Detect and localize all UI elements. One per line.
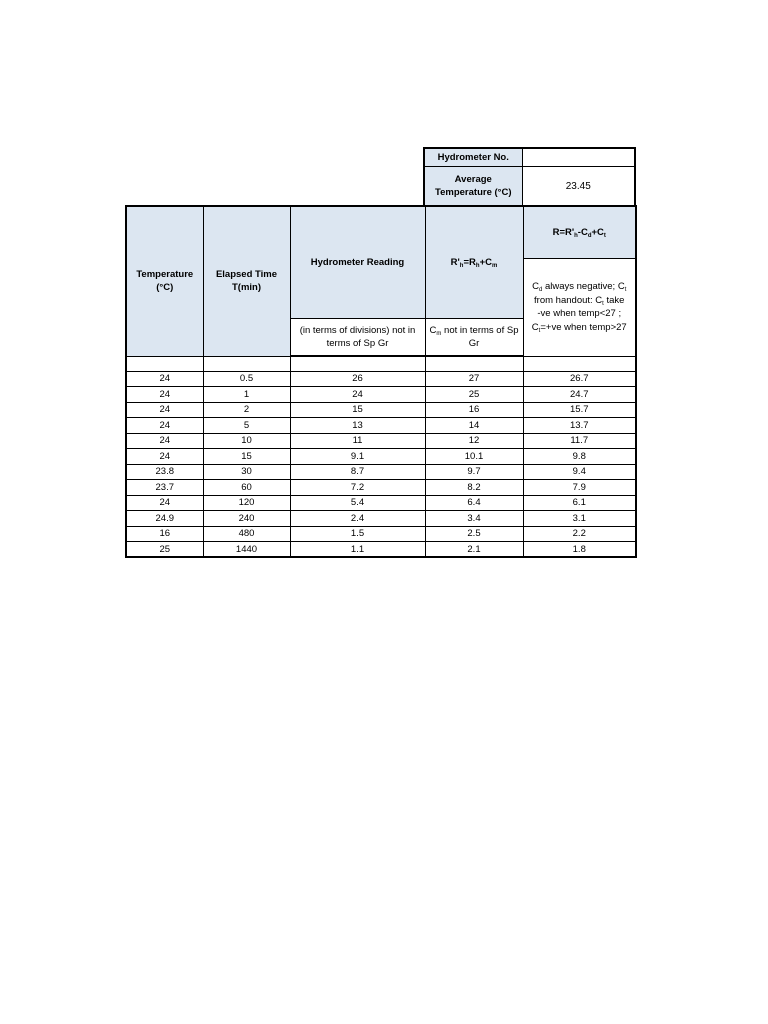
hydrometer-no-value[interactable] <box>522 148 635 166</box>
cell-r-value[interactable]: 3.1 <box>523 511 636 527</box>
rh-formula-part: +C <box>479 256 492 268</box>
cell-hydrometer-reading[interactable]: 1.1 <box>290 542 425 558</box>
cell-temperature[interactable]: 23.8 <box>126 464 203 480</box>
cell-temperature[interactable]: 24 <box>126 495 203 511</box>
header-temperature-line1: Temperature <box>136 269 194 281</box>
cell-elapsed-time[interactable]: 60 <box>203 480 290 496</box>
note-part: -ve when temp<27 ; <box>537 308 622 319</box>
cell-r-value[interactable]: 7.9 <box>523 480 636 496</box>
avg-temp-label <box>424 166 522 206</box>
cell-hydrometer-reading[interactable]: 15 <box>290 402 425 418</box>
header-r-formula <box>523 206 636 258</box>
header-hydrometer-reading-note: (in terms of divisions) not in terms of Sp Gr <box>290 318 425 356</box>
note-sub: d <box>538 287 543 293</box>
cell-corrected-reading[interactable]: 3.4 <box>425 511 523 527</box>
cell-temperature[interactable]: 16 <box>126 526 203 542</box>
header-hydrometer-reading: Hydrometer Reading <box>290 206 425 318</box>
cell-corrected-reading[interactable]: 9.7 <box>425 464 523 480</box>
avg-temp-value[interactable]: 23.45 <box>522 166 635 206</box>
cell-temperature[interactable]: 25 <box>126 542 203 558</box>
cm-note-part: not in terms of Sp Gr <box>441 324 519 349</box>
r-formula-part: +C <box>591 226 604 238</box>
cell-hydrometer-reading[interactable]: 11 <box>290 433 425 449</box>
cell-hydrometer-reading[interactable]: 26 <box>290 371 425 387</box>
rh-formula-part: R' <box>450 256 460 268</box>
header-elapsed-line2: T(min) <box>231 282 262 294</box>
empty-cell[interactable] <box>523 356 636 371</box>
note-sub: t <box>538 327 541 334</box>
cell-corrected-reading[interactable]: 27 <box>425 371 523 387</box>
rh-formula-part: =R <box>463 256 476 268</box>
r-formula-sub: h <box>574 232 578 239</box>
cell-r-value[interactable]: 13.7 <box>523 418 636 434</box>
rh-formula-sub: h <box>475 262 480 269</box>
cell-r-value[interactable]: 1.8 <box>523 542 636 558</box>
cell-temperature[interactable]: 24 <box>126 402 203 418</box>
cell-corrected-reading[interactable]: 10.1 <box>425 449 523 465</box>
hydrometer-no-label: Hydrometer No. <box>424 148 522 166</box>
cell-elapsed-time[interactable]: 15 <box>203 449 290 465</box>
note-part: C <box>531 321 539 333</box>
table-row <box>126 449 636 465</box>
header-cm-note <box>425 318 523 356</box>
cell-temperature[interactable]: 24 <box>126 449 203 465</box>
empty-cell[interactable] <box>290 356 425 371</box>
cell-temperature[interactable]: 23.7 <box>126 480 203 496</box>
r-formula-sub: t <box>603 232 606 239</box>
empty-cell[interactable] <box>126 356 203 371</box>
table-row <box>126 418 636 434</box>
cm-note-part: C <box>429 324 437 336</box>
r-formula-part: R=R' <box>552 226 575 238</box>
cell-r-value[interactable]: 9.4 <box>523 464 636 480</box>
hydrometer-meta-table <box>423 147 636 207</box>
table-row <box>126 402 636 418</box>
cell-elapsed-time[interactable]: 5 <box>203 418 290 434</box>
hydrometer-data-table <box>125 205 637 558</box>
cell-elapsed-time[interactable]: 240 <box>203 511 290 527</box>
cell-elapsed-time[interactable]: 480 <box>203 526 290 542</box>
cell-elapsed-time[interactable]: 1 <box>203 387 290 403</box>
r-formula-part: -C <box>577 226 588 238</box>
cell-r-value[interactable]: 15.7 <box>523 402 636 418</box>
table-row <box>126 433 636 449</box>
cm-note-sub: m <box>436 330 442 337</box>
cell-r-value[interactable]: 9.8 <box>523 449 636 465</box>
empty-cell[interactable] <box>425 356 523 371</box>
header-temperature-line2: (°C) <box>156 282 174 294</box>
cell-temperature[interactable]: 24 <box>126 418 203 434</box>
table-row <box>126 495 636 511</box>
cell-elapsed-time[interactable]: 2 <box>203 402 290 418</box>
correction-note <box>523 258 636 356</box>
cell-elapsed-time[interactable]: 1440 <box>203 542 290 558</box>
header-temperature <box>126 206 203 356</box>
cell-hydrometer-reading[interactable]: 13 <box>290 418 425 434</box>
table-row <box>126 387 636 403</box>
r-formula-sub: d <box>587 232 592 239</box>
cell-hydrometer-reading[interactable]: 5.4 <box>290 495 425 511</box>
cell-corrected-reading[interactable]: 12 <box>425 433 523 449</box>
cell-elapsed-time[interactable]: 30 <box>203 464 290 480</box>
empty-cell[interactable] <box>203 356 290 371</box>
table-row <box>126 526 636 542</box>
cell-elapsed-time[interactable]: 120 <box>203 495 290 511</box>
cell-hydrometer-reading[interactable]: 9.1 <box>290 449 425 465</box>
cell-r-value[interactable]: 26.7 <box>523 371 636 387</box>
cell-corrected-reading[interactable]: 2.1 <box>425 542 523 558</box>
header-elapsed-line1: Elapsed Time <box>215 269 278 281</box>
avg-temp-label-line1: Average <box>454 174 492 185</box>
cell-r-value[interactable]: 11.7 <box>523 433 636 449</box>
cell-corrected-reading[interactable]: 14 <box>425 418 523 434</box>
cell-corrected-reading[interactable]: 25 <box>425 387 523 403</box>
cell-elapsed-time[interactable]: 10 <box>203 433 290 449</box>
cell-hydrometer-reading[interactable]: 8.7 <box>290 464 425 480</box>
cell-temperature[interactable]: 24 <box>126 433 203 449</box>
note-part: from handout: C <box>534 294 603 306</box>
cell-r-value[interactable]: 24.7 <box>523 387 636 403</box>
cell-temperature[interactable]: 24 <box>126 387 203 403</box>
cell-corrected-reading[interactable]: 2.5 <box>425 526 523 542</box>
cell-corrected-reading[interactable]: 16 <box>425 402 523 418</box>
header-corrected-reading-formula <box>425 206 523 318</box>
note-part: take <box>603 294 625 306</box>
cell-r-value[interactable]: 2.2 <box>523 526 636 542</box>
cell-temperature[interactable]: 24.9 <box>126 511 203 527</box>
cell-corrected-reading[interactable]: 8.2 <box>425 480 523 496</box>
table-row <box>126 511 636 527</box>
note-part: C <box>532 281 539 292</box>
cell-elapsed-time[interactable]: 0.5 <box>203 371 290 387</box>
note-sub: t <box>624 287 627 293</box>
table-row <box>126 464 636 480</box>
note-part: =+ve when temp>27 <box>540 321 627 333</box>
note-sub: t <box>602 300 604 307</box>
rh-formula-sub: m <box>491 262 498 269</box>
header-elapsed-time <box>203 206 290 356</box>
cell-hydrometer-reading[interactable]: 7.2 <box>290 480 425 496</box>
note-part: always negative; C <box>542 281 625 292</box>
cell-hydrometer-reading[interactable]: 2.4 <box>290 511 425 527</box>
cell-temperature[interactable]: 24 <box>126 371 203 387</box>
cell-hydrometer-reading[interactable]: 24 <box>290 387 425 403</box>
cell-r-value[interactable]: 6.1 <box>523 495 636 511</box>
rh-formula-sub: h <box>459 262 464 269</box>
cell-corrected-reading[interactable]: 6.4 <box>425 495 523 511</box>
avg-temp-label-line2: Temperature (°C) <box>435 187 512 198</box>
table-row <box>126 542 636 558</box>
cell-hydrometer-reading[interactable]: 1.5 <box>290 526 425 542</box>
table-row <box>126 480 636 496</box>
table-row <box>126 371 636 387</box>
